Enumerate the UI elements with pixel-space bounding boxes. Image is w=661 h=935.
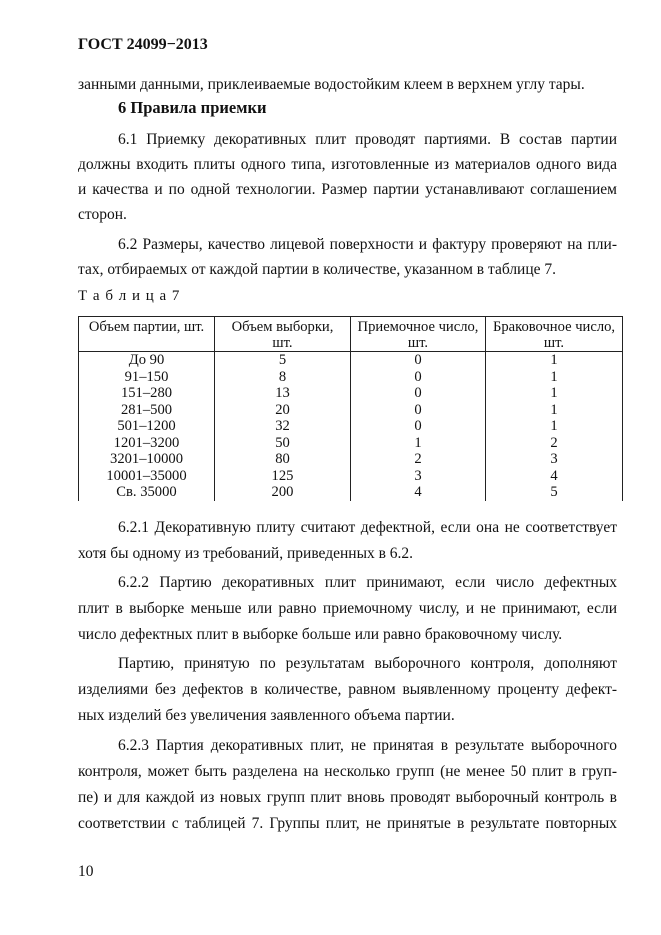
text-line: занными данными, приклеиваемые водостойким клеем в верхнем углу тары. [78,76,585,93]
text-line: 6.1 Приемку декоративных плит проводят партиями. В состав партии [118,131,617,148]
table-row [79,352,623,369]
table-cell: 0 [351,402,486,419]
table-header-row [79,317,623,352]
text-line: число дефектных плит в выборке больше или равно браковочному числу. [78,626,563,643]
table-cell: 5 [215,352,351,369]
table-cell: 2 [351,451,486,468]
header-rejection-number [486,317,623,352]
header-line: Приемочное число, [357,319,479,335]
text-line: плит в выборке меньше или равно приемочному числу, и не принимают, если [78,600,617,617]
text-line: 6.2.1 Декоративную плиту считают дефектной, если она не соответствует [118,519,617,536]
table-cell: 0 [351,418,486,435]
header-line: Объем выборки, [231,319,334,335]
table-cell: 3 [486,451,623,468]
table-cell: 0 [351,369,486,386]
paragraph-6-2 [78,232,617,282]
table-cell: 5 [486,484,623,501]
table-row [79,451,623,468]
text-line: 6.2.2 Партию декоративных плит принимают, если число дефектных [118,574,617,591]
table-cell: 10001–35000 [79,468,215,485]
table-row [79,484,623,501]
table-row [79,418,623,435]
table-cell: 80 [215,451,351,468]
table-row [79,369,623,386]
text-line: хотя бы одному из требований, приведенных в 6.2. [78,544,414,562]
table-cell: 1 [486,369,623,386]
text-line: изделиями без дефектов в количестве, равном выявленному проценту дефект- [78,681,617,698]
table-cell: 1 [486,352,623,369]
page-number: 10 [78,863,94,880]
header-acceptance-number [351,317,486,352]
table-cell: 8 [215,369,351,386]
text-line: сторон. [78,206,127,223]
table-row [79,468,623,485]
table-cell: 501–1200 [79,418,215,435]
table-cell: 91–150 [79,369,215,386]
section-heading: 6 Правила приемки [118,98,267,117]
table-row [79,435,623,452]
document-code-header: ГОСТ 24099−2013 [78,36,208,53]
table-cell: 32 [215,418,351,435]
header-line: Объем партии, шт. [88,319,205,335]
table-cell: 4 [351,484,486,501]
table-caption: Т а б л и ц а 7 [78,288,181,304]
header-line: Браковочное число, [492,319,616,335]
paragraph-supplement [78,651,617,729]
paragraph-6-2-2 [78,570,617,648]
table-cell: 125 [215,468,351,485]
text-line: ных изделий без увеличения заявленного объема партии. [78,707,455,724]
table-cell: 0 [351,352,486,369]
header-lot-size [79,317,215,352]
table-cell: 281–500 [79,402,215,419]
table-cell: 3201–10000 [79,451,215,468]
table-cell: 1 [486,402,623,419]
text-line: пе) и для каждой из новых групп плит вновь проводят выборочный контроль в [78,789,617,806]
table-cell: 20 [215,402,351,419]
table-cell: 151–280 [79,385,215,402]
table-cell: 50 [215,435,351,452]
table-cell: 13 [215,385,351,402]
table-cell: 4 [486,468,623,485]
table-cell: 1 [486,385,623,402]
header-line: шт. [407,334,429,351]
table-cell: 3 [351,468,486,485]
table-cell: 1 [351,435,486,452]
table-row [79,385,623,402]
header-line: шт. [272,334,293,351]
table-cell: 1 [486,418,623,435]
table-cell: До 90 [79,352,215,369]
text-line: соответствии с таблицей 7. Группы плит, не принятые в результате повторных [78,815,617,832]
table-cell: 1201–3200 [79,435,215,452]
text-line: должны входить плиты одного типа, изготовленные из материалов одного вида [78,156,617,173]
table-cell: 200 [215,484,351,501]
table-cell: 2 [486,435,623,452]
text-line: тах, отбираемых от каждой партии в количестве, указанном в таблице 7. [78,261,557,278]
continuation-paragraph [78,72,617,98]
table-cell: 0 [351,385,486,402]
text-line: Партию, принятую по результатам выборочного контроля, дополняют [118,655,617,672]
paragraph-6-2-1 [78,515,617,566]
header-line: шт. [543,334,565,351]
acceptance-sampling-table-wrapper [78,316,622,501]
table-cell: Св. 35000 [79,484,215,501]
text-line: 6.2.3 Партия декоративных плит, не принятая в результате выборочного [118,737,617,754]
text-line: 6.2 Размеры, качество лицевой поверхности и фактуру проверяют на пли- [118,236,617,253]
table-row [79,402,623,419]
paragraph-6-1 [78,127,617,227]
acceptance-sampling-table [78,316,623,501]
paragraph-6-2-3 [78,733,617,837]
text-line: контроля, может быть разделена на несколько групп (не менее 50 плит в груп- [78,763,617,780]
text-line: и качества и по одной технологии. Размер партии устанавливают соглашением [78,181,617,198]
header-sample-size [215,317,351,352]
